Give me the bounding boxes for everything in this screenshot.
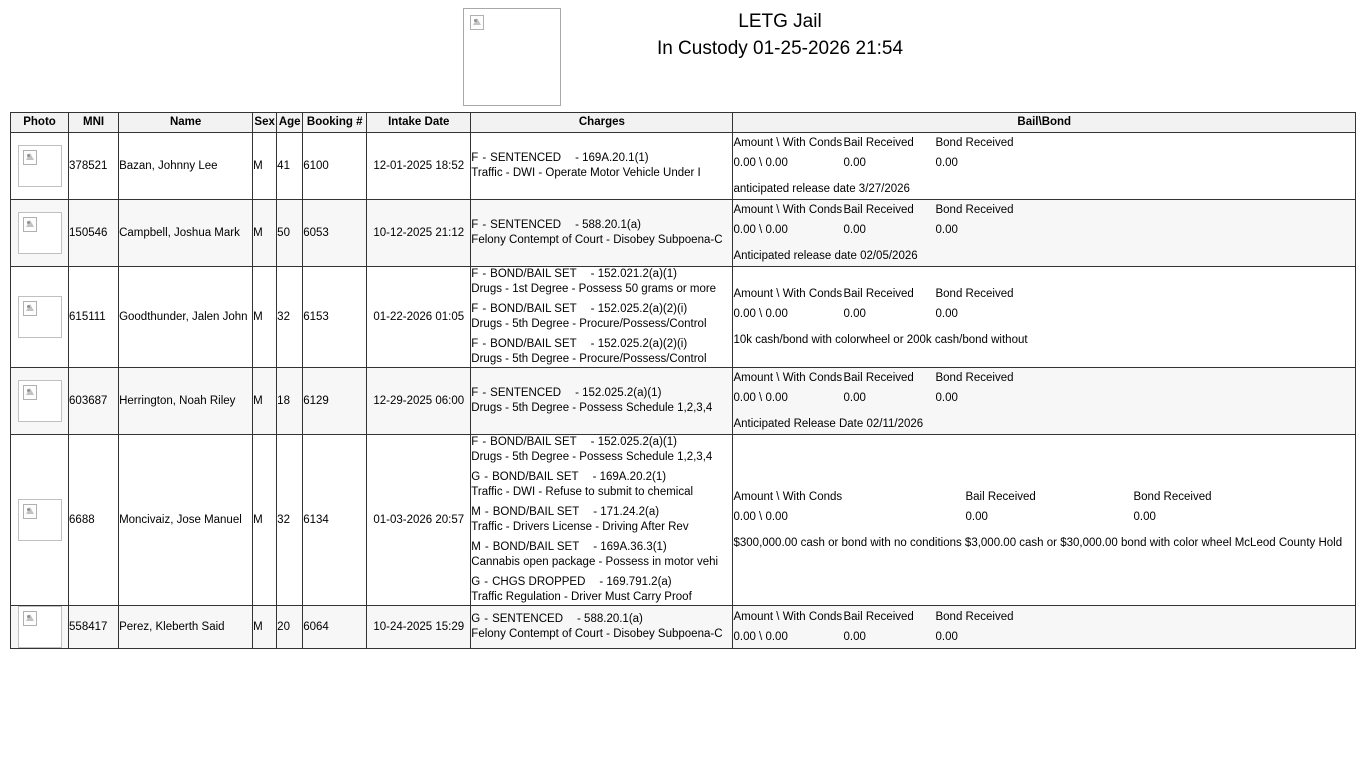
cell-booking-number: 6134: [303, 435, 367, 606]
charge-header: [471, 302, 732, 317]
cell-age: 32: [277, 435, 303, 606]
broken-image-icon: [23, 301, 37, 316]
cell-booking-number: 6053: [303, 200, 367, 267]
column-header-mni: MNI: [69, 113, 119, 133]
charge-header: [471, 386, 732, 401]
charge-description: Drugs - 5th Degree - Procure/Possess/Control: [471, 353, 707, 365]
cell-photo: [11, 435, 69, 606]
inmate-photo: [18, 380, 62, 422]
report-title-block: [657, 8, 903, 62]
bail-received-value: 0.00: [843, 308, 866, 320]
broken-image-icon: [470, 15, 484, 30]
cell-mni: 6688: [69, 435, 119, 606]
bail-label-row: [733, 607, 1355, 627]
inmate-photo: [18, 212, 62, 254]
bail-value-row: [733, 220, 1355, 240]
cell-charges: [471, 267, 733, 368]
inmate-photo: [18, 145, 62, 187]
charge-entry: [471, 575, 732, 605]
charge-header: [471, 540, 732, 555]
cell-charges: [471, 435, 733, 606]
bond-received-value: 0.00: [1133, 511, 1156, 523]
charge-status: BOND/BAIL SET: [492, 541, 580, 553]
bail-note: 10k cash/bond with colorwheel or 200k cash/bond without: [733, 334, 1028, 346]
charge-description: Drugs - 5th Degree - Possess Schedule 1,2,3,4: [471, 451, 713, 463]
cell-name: Goodthunder, Jalen John: [119, 267, 253, 368]
cell-intake-date: 01-03-2026 20:57: [367, 435, 471, 606]
bail-received-value: 0.00: [843, 157, 866, 169]
bail-bond-block: [733, 284, 1355, 350]
charge-level: F: [471, 387, 479, 399]
charge-level: F: [471, 338, 479, 350]
bail-amount-label: Amount \ With Conds: [733, 204, 843, 216]
charge-status: SENTENCED: [490, 152, 562, 164]
bond-received-label: Bond Received: [1133, 491, 1212, 503]
bond-received-value: 0.00: [935, 631, 958, 643]
charge-status: BOND/BAIL SET: [490, 268, 577, 280]
bail-amount-label: Amount \ With Conds: [733, 372, 843, 384]
charge-status: SENTENCED: [490, 387, 562, 399]
charge-level: M: [471, 506, 481, 518]
charge-level: M: [471, 541, 481, 553]
charge-entry: [471, 218, 732, 248]
column-header-bail-bond: Bail\Bond: [733, 113, 1356, 133]
bond-received-value: 0.00: [935, 224, 958, 236]
cell-bail-bond: [733, 133, 1356, 200]
bail-amount-label: Amount \ With Conds: [733, 491, 843, 503]
cell-sex: M: [253, 200, 277, 267]
charge-header: [471, 151, 732, 166]
column-header-name: Name: [119, 113, 253, 133]
broken-image-icon: [23, 385, 37, 400]
cell-booking-number: 6064: [303, 606, 367, 649]
cell-sex: M: [253, 267, 277, 368]
bond-received-value: 0.00: [935, 157, 958, 169]
charge-header: [471, 575, 732, 590]
bail-bond-block: [733, 133, 1355, 199]
bail-label-row: [733, 284, 1355, 304]
charge-entry: [471, 540, 732, 570]
bail-received-label: Bail Received: [965, 491, 1036, 503]
inmate-photo: [18, 606, 62, 648]
cell-sex: M: [253, 435, 277, 606]
bail-note: Anticipated release date 02/05/2026: [733, 250, 918, 262]
bond-received-label: Bond Received: [935, 611, 1014, 623]
charge-description: Drugs - 1st Degree - Possess 50 grams or more: [471, 283, 717, 295]
cell-bail-bond: [733, 267, 1356, 368]
charge-entry: [471, 612, 732, 642]
cell-mni: 615111: [69, 267, 119, 368]
cell-mni: 150546: [69, 200, 119, 267]
bail-label-row: [733, 200, 1355, 220]
cell-booking-number: 6129: [303, 368, 367, 435]
charge-separator: -: [484, 471, 489, 483]
agency-logo-image: [463, 8, 561, 106]
charge-status: BOND/BAIL SET: [490, 338, 577, 350]
bond-received-value: 0.00: [935, 308, 958, 320]
column-header-age: Age: [277, 113, 303, 133]
charge-level: G: [471, 576, 481, 588]
cell-charges: [471, 133, 733, 200]
cell-name: Bazan, Johnny Lee: [119, 133, 253, 200]
charge-statute: - 169.791.2(a): [599, 576, 672, 588]
inmate-photo: [18, 296, 62, 338]
bail-amount-value: 0.00 \ 0.00: [733, 157, 788, 169]
column-header-booking: Booking #: [303, 113, 367, 133]
charge-level: G: [471, 471, 481, 483]
charge-statute: - 152.025.2(a)(2)(i): [590, 338, 688, 350]
charge-level: F: [471, 268, 479, 280]
bail-bond-block: [733, 200, 1355, 266]
cell-name: Moncivaiz, Jose Manuel: [119, 435, 253, 606]
cell-name: Herrington, Noah Riley: [119, 368, 253, 435]
charge-entry: [471, 302, 732, 332]
broken-image-icon: [23, 611, 37, 626]
charge-description: Felony Contempt of Court - Disobey Subpoena-C: [471, 628, 723, 640]
cell-photo: [11, 133, 69, 200]
bail-bond-block: [733, 607, 1355, 647]
charge-statute: - 588.20.1(a): [577, 613, 643, 625]
bail-amount-label: Amount \ With Conds: [733, 288, 843, 300]
bail-received-value: 0.00: [843, 631, 866, 643]
charge-statute: - 152.025.2(a)(1): [590, 436, 677, 448]
charge-entry: [471, 505, 732, 535]
charge-separator: -: [484, 541, 489, 553]
charge-entry: [471, 386, 732, 416]
table-row: [11, 435, 1356, 606]
charge-header: [471, 612, 732, 627]
bail-amount-value: 0.00 \ 0.00: [733, 224, 788, 236]
charge-separator: -: [482, 436, 487, 448]
charge-statute: - 152.021.2(a)(1): [590, 268, 677, 280]
charge-level: F: [471, 152, 479, 164]
charge-level: F: [471, 219, 479, 231]
charge-entry: [471, 470, 732, 500]
bail-received-value: 0.00: [843, 224, 866, 236]
inmate-photo: [18, 499, 62, 541]
charge-status: BOND/BAIL SET: [492, 471, 579, 483]
charge-status: SENTENCED: [492, 613, 564, 625]
cell-name: Perez, Kleberth Said: [119, 606, 253, 649]
cell-intake-date: 01-22-2026 01:05: [367, 267, 471, 368]
charge-header: [471, 435, 732, 450]
charge-description: Traffic Regulation - Driver Must Carry Proof: [471, 591, 692, 603]
cell-booking-number: 6153: [303, 267, 367, 368]
table-header: [11, 113, 1356, 133]
charge-statute: - 588.20.1(a): [575, 219, 641, 231]
table-row: [11, 267, 1356, 368]
table-header-row: [11, 113, 1356, 133]
table-row: [11, 200, 1356, 267]
bail-amount-label: Amount \ With Conds: [733, 611, 843, 623]
charge-status: SENTENCED: [490, 219, 562, 231]
charge-entry: [471, 337, 732, 367]
cell-name: Campbell, Joshua Mark: [119, 200, 253, 267]
cell-intake-date: 10-12-2025 21:12: [367, 200, 471, 267]
charge-description: Drugs - 5th Degree - Procure/Possess/Control: [471, 318, 707, 330]
cell-age: 32: [277, 267, 303, 368]
cell-bail-bond: [733, 435, 1356, 606]
cell-mni: 558417: [69, 606, 119, 649]
cell-mni: 603687: [69, 368, 119, 435]
cell-mni: 378521: [69, 133, 119, 200]
in-custody-table: [10, 112, 1356, 649]
charge-description: Traffic - DWI - Refuse to submit to chemical: [471, 486, 694, 498]
bond-received-label: Bond Received: [935, 204, 1014, 216]
bail-note: $300,000.00 cash or bond with no conditions $3,000.00 cash or $30,000.00 bond with color wheel McLeod County Hold: [733, 537, 1343, 549]
charge-separator: -: [482, 303, 487, 315]
charge-header: [471, 218, 732, 233]
report-header: [0, 0, 1366, 112]
charge-statute: - 169A.20.1(1): [575, 152, 649, 164]
cell-photo: [11, 200, 69, 267]
bail-note: Anticipated Release Date 02/11/2026: [733, 418, 924, 430]
cell-bail-bond: [733, 606, 1356, 649]
cell-bail-bond: [733, 368, 1356, 435]
cell-age: 20: [277, 606, 303, 649]
bail-label-row: [733, 133, 1355, 153]
charge-description: Drugs - 5th Degree - Possess Schedule 1,2,3,4: [471, 402, 713, 414]
bail-label-row: [733, 368, 1355, 388]
table-body: [11, 133, 1356, 649]
cell-bail-bond: [733, 200, 1356, 267]
bail-note: anticipated release date 3/27/2026: [733, 183, 910, 195]
bail-received-label: Bail Received: [843, 137, 914, 149]
cell-photo: [11, 267, 69, 368]
charge-header: [471, 470, 732, 485]
bail-received-label: Bail Received: [843, 611, 914, 623]
charge-description: Felony Contempt of Court - Disobey Subpoena-C: [471, 234, 723, 246]
broken-image-icon: [23, 150, 37, 165]
charge-separator: -: [482, 219, 487, 231]
bail-bond-block: [733, 368, 1355, 434]
bail-received-value: 0.00: [965, 511, 988, 523]
charge-status: BOND/BAIL SET: [490, 436, 577, 448]
cell-sex: M: [253, 606, 277, 649]
charge-statute: - 171.24.2(a): [593, 506, 660, 518]
bail-value-row: [733, 507, 1355, 527]
column-header-photo: Photo: [11, 113, 69, 133]
cell-age: 41: [277, 133, 303, 200]
charge-level: F: [471, 303, 479, 315]
cell-photo: [11, 368, 69, 435]
charge-statute: - 169A.20.2(1): [592, 471, 667, 483]
bail-value-row: [733, 153, 1355, 173]
bond-received-value: 0.00: [935, 392, 958, 404]
bail-label-row: [733, 487, 1355, 507]
cell-sex: M: [253, 133, 277, 200]
broken-image-icon: [23, 217, 37, 232]
charge-entry: [471, 151, 732, 181]
bail-bond-block: [733, 487, 1355, 553]
charge-separator: -: [484, 506, 489, 518]
bond-received-label: Bond Received: [935, 372, 1014, 384]
column-header-charges: Charges: [471, 113, 733, 133]
charge-status: CHGS DROPPED: [492, 576, 586, 588]
charge-header: [471, 337, 732, 352]
charge-statute: - 152.025.2(a)(2)(i): [590, 303, 688, 315]
cell-charges: [471, 606, 733, 649]
charge-header: [471, 267, 732, 282]
cell-charges: [471, 200, 733, 267]
page-title: LETG Jail: [738, 11, 822, 32]
broken-image-icon: [23, 504, 37, 519]
bail-received-label: Bail Received: [843, 288, 914, 300]
cell-intake-date: 10-24-2025 15:29: [367, 606, 471, 649]
charge-header: [471, 505, 732, 520]
charge-entry: [471, 267, 732, 297]
charge-status: BOND/BAIL SET: [492, 506, 580, 518]
table-row: [11, 606, 1356, 649]
charge-description: Cannabis open package - Possess in motor vehi: [471, 556, 719, 568]
table-row: [11, 133, 1356, 200]
charge-statute: - 169A.36.3(1): [593, 541, 667, 553]
charge-entry: [471, 435, 732, 465]
cell-charges: [471, 368, 733, 435]
charge-level: F: [471, 436, 479, 448]
cell-age: 18: [277, 368, 303, 435]
charge-description: Traffic - DWI - Operate Motor Vehicle Under I: [471, 167, 701, 179]
table-row: [11, 368, 1356, 435]
charge-separator: -: [484, 613, 489, 625]
charge-separator: -: [482, 152, 487, 164]
bail-amount-value: 0.00 \ 0.00: [733, 511, 788, 523]
charge-status: BOND/BAIL SET: [490, 303, 577, 315]
bail-amount-value: 0.00 \ 0.00: [733, 308, 788, 320]
bail-amount-value: 0.00 \ 0.00: [733, 392, 788, 404]
cell-age: 50: [277, 200, 303, 267]
cell-photo: [11, 606, 69, 649]
bail-received-value: 0.00: [843, 392, 866, 404]
bail-value-row: [733, 388, 1355, 408]
bail-amount-value: 0.00 \ 0.00: [733, 631, 788, 643]
bail-amount-label: Amount \ With Conds: [733, 137, 843, 149]
cell-sex: M: [253, 368, 277, 435]
page-subtitle: In Custody 01-25-2026 21:54: [656, 38, 904, 59]
bail-received-label: Bail Received: [843, 372, 914, 384]
bond-received-label: Bond Received: [935, 137, 1014, 149]
cell-intake-date: 12-29-2025 06:00: [367, 368, 471, 435]
bail-received-label: Bail Received: [843, 204, 914, 216]
bond-received-label: Bond Received: [935, 288, 1014, 300]
column-header-sex: Sex: [253, 113, 277, 133]
charge-statute: - 152.025.2(a)(1): [575, 387, 662, 399]
charge-separator: -: [484, 576, 489, 588]
charge-separator: -: [482, 387, 487, 399]
charge-description: Traffic - Drivers License - Driving After Rev: [471, 521, 689, 533]
column-header-intake-date: Intake Date: [367, 113, 471, 133]
cell-intake-date: 12-01-2025 18:52: [367, 133, 471, 200]
charge-separator: -: [482, 268, 487, 280]
cell-booking-number: 6100: [303, 133, 367, 200]
bail-value-row: [733, 627, 1355, 647]
charge-separator: -: [482, 338, 487, 350]
charge-level: G: [471, 613, 481, 625]
bail-value-row: [733, 304, 1355, 324]
